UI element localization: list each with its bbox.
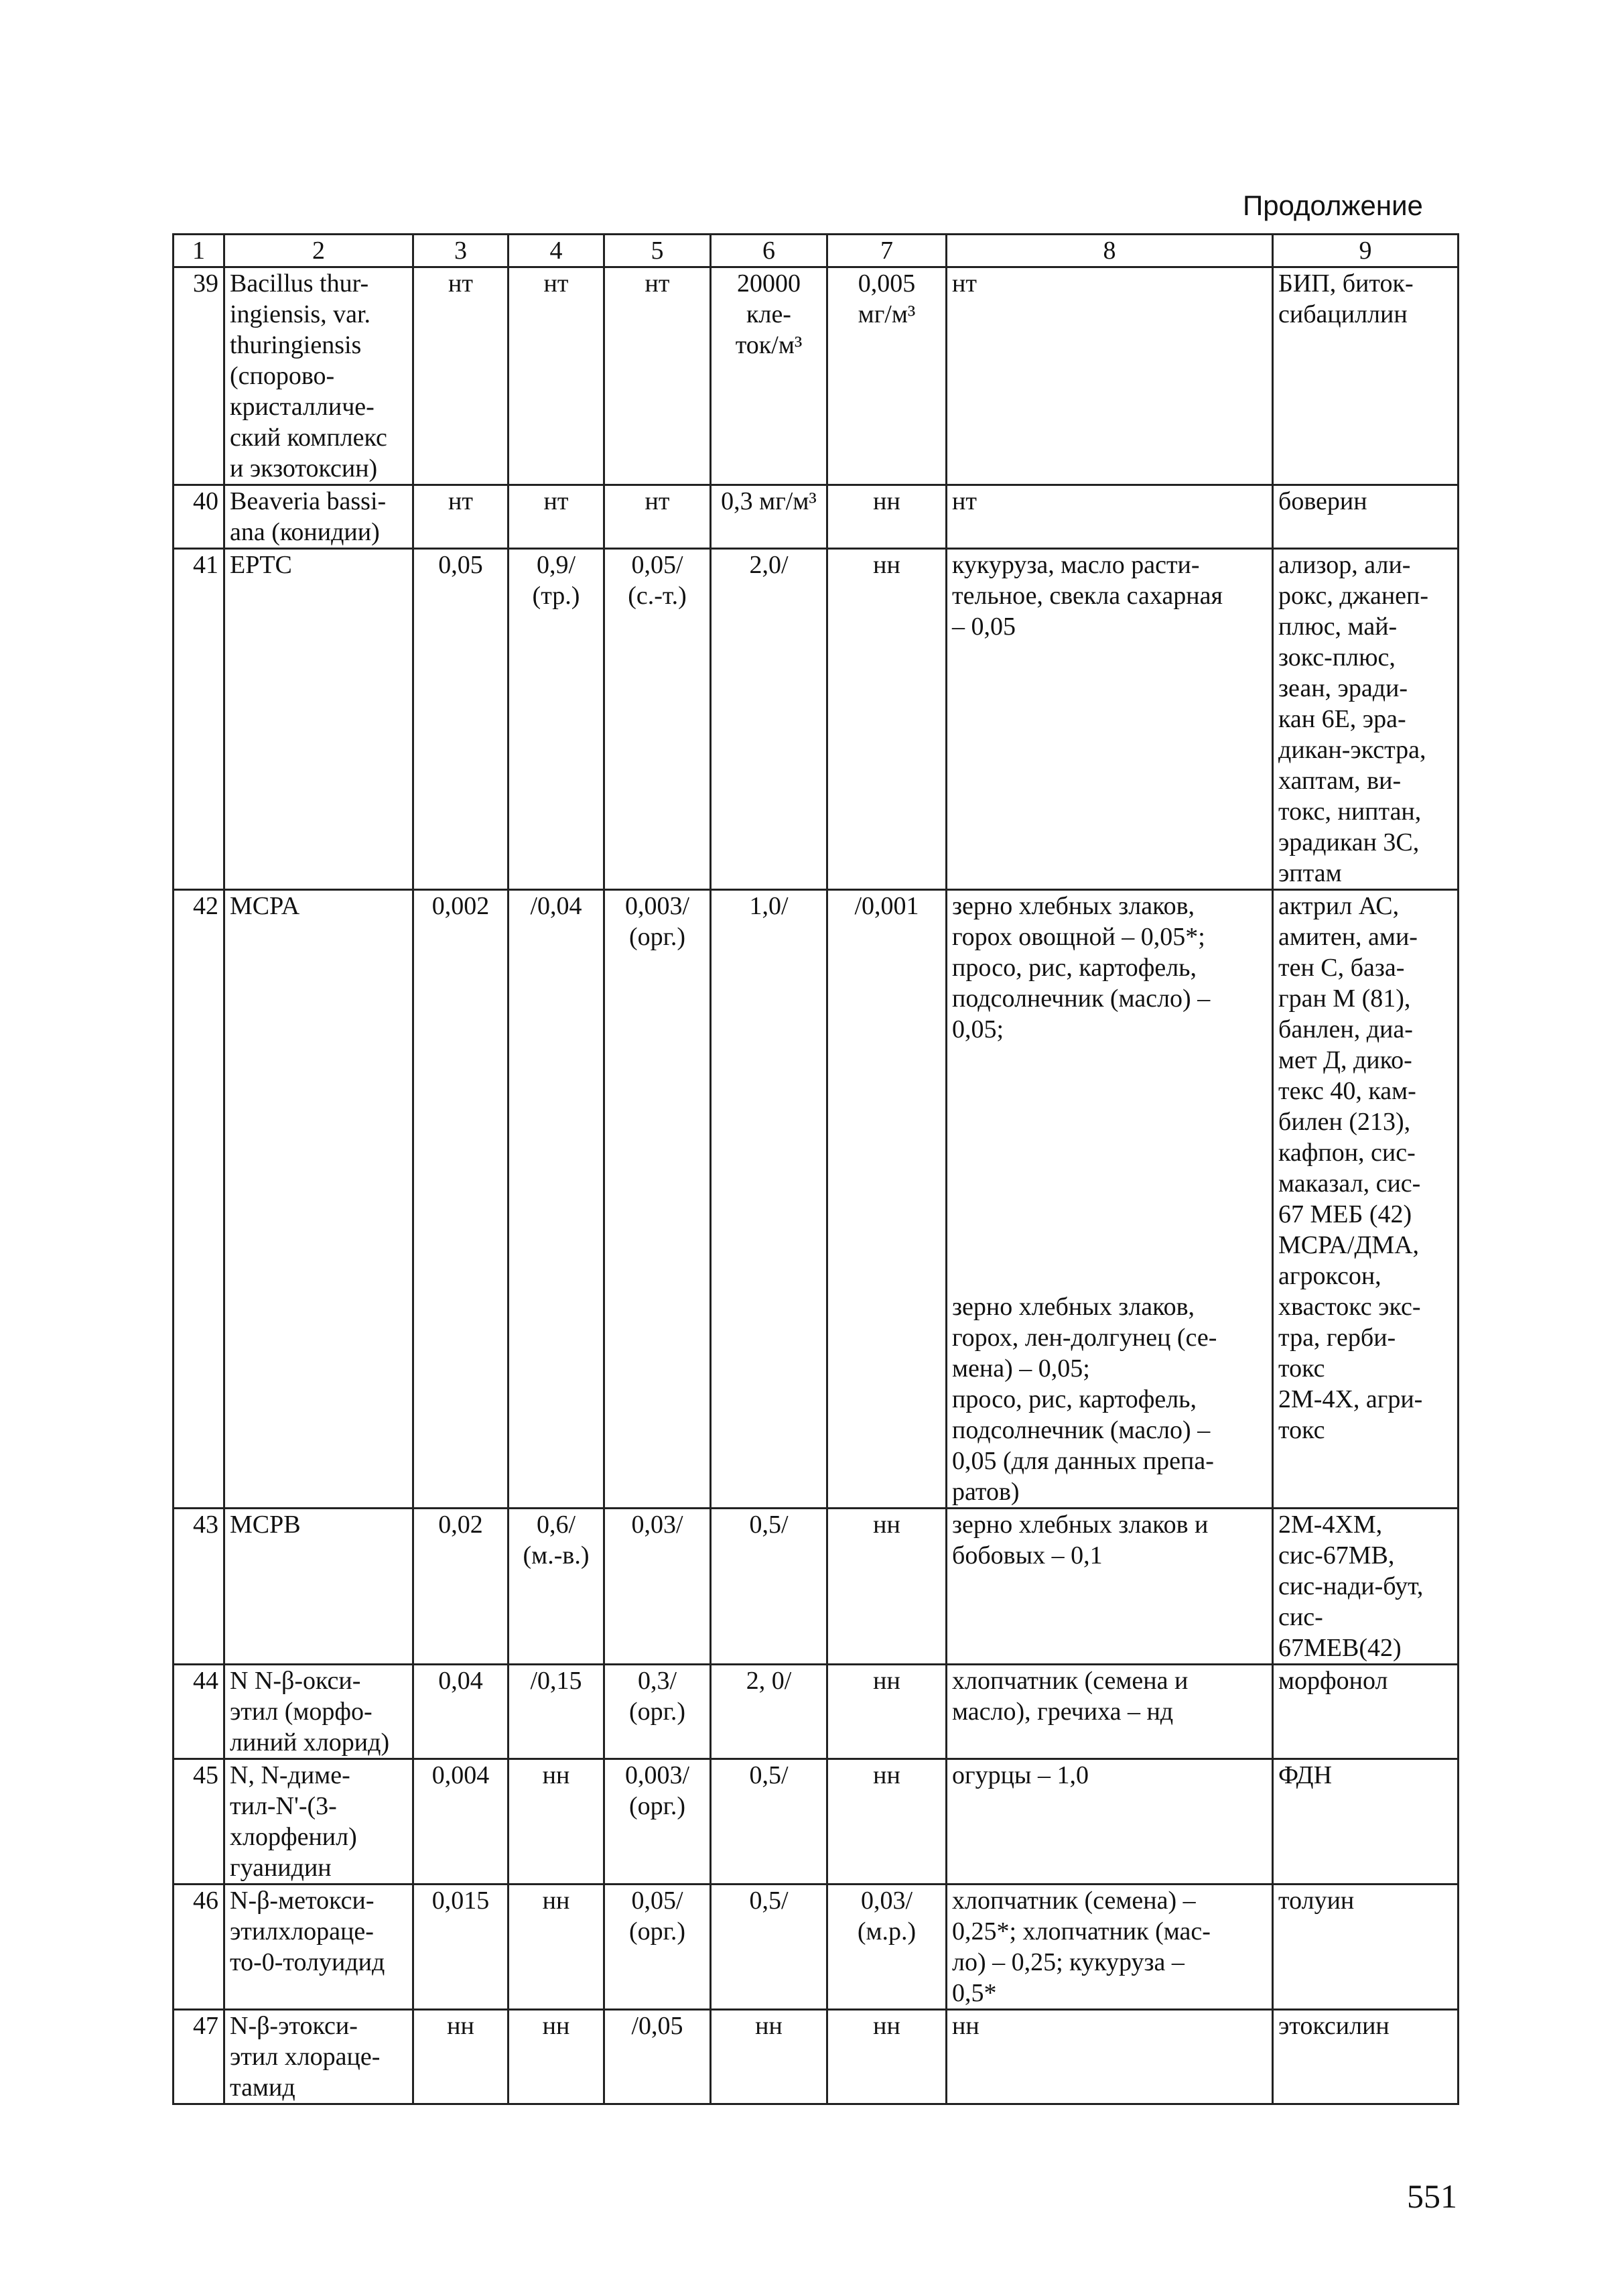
- column-number: 1: [174, 235, 224, 267]
- cell-line: мена) – 0,05;: [952, 1354, 1090, 1383]
- crops-cell: [947, 2010, 1273, 2104]
- column-number-row: [174, 235, 1459, 267]
- table-row: [174, 890, 1459, 1509]
- cell-line: MCPB: [230, 1511, 301, 1539]
- crops-cell: [947, 1885, 1273, 2010]
- col5-cell: [604, 485, 711, 549]
- row-number-cell: 44: [174, 1665, 224, 1759]
- cell-line: линий хлорид): [230, 1728, 390, 1757]
- cell-line: ратов): [952, 1478, 1020, 1506]
- cell-line: горох овощной – 0,05*;: [952, 923, 1205, 951]
- cell-line: 0,04: [438, 1667, 483, 1695]
- cell-line: thuringiensis: [230, 331, 362, 359]
- cell-line: (с.-т.): [628, 582, 687, 610]
- preparations-cell: [1273, 1759, 1459, 1885]
- row-number-cell: 40: [174, 485, 224, 549]
- cell-line: N, N-диме-: [230, 1761, 350, 1789]
- cell-line: (орг.): [628, 1698, 686, 1726]
- cell-line: токс: [1278, 1354, 1325, 1383]
- crops-cell: [947, 1509, 1273, 1665]
- cell-line: и экзотоксин): [230, 454, 378, 483]
- col3-cell: [413, 1759, 509, 1885]
- col6-cell: [711, 1509, 827, 1665]
- cell-line: МСРА/ДМА,: [1278, 1231, 1420, 1259]
- cell-line: 0,003/: [624, 892, 690, 920]
- cell-line: агроксон,: [1278, 1262, 1381, 1290]
- cell-line: рокс, джанеп-: [1278, 582, 1429, 610]
- col6-cell: [711, 485, 827, 549]
- cell-line: подсолнечник (масло) –: [952, 984, 1211, 1013]
- cell-line: хлорфенил): [230, 1823, 357, 1851]
- cell-line: 0,03/: [631, 1511, 683, 1539]
- cell-line: гран М (81),: [1278, 984, 1411, 1013]
- crops-cell: [947, 485, 1273, 549]
- col3-cell: [413, 2010, 509, 2104]
- cell-line: билен (213),: [1278, 1108, 1411, 1136]
- cell-line: EPTC: [230, 551, 292, 579]
- cell-line: дикан-экстра,: [1278, 736, 1426, 764]
- cell-line: 0,02: [438, 1511, 483, 1539]
- col4-cell: [509, 549, 604, 890]
- cell-line: огурцы – 1,0: [952, 1761, 1089, 1789]
- row-number-cell: 46: [174, 1885, 224, 2010]
- cell-line: хаптам, ви-: [1278, 767, 1402, 795]
- preparations-cell: [1273, 2010, 1459, 2104]
- row-number-cell: 43: [174, 1509, 224, 1665]
- cell-line: 0,005: [858, 269, 916, 298]
- row-number-cell: 45: [174, 1759, 224, 1885]
- column-number: 4: [509, 235, 604, 267]
- substance-name-cell: [224, 549, 413, 890]
- cell-line: нн: [542, 2012, 570, 2040]
- cell-line: БИП, биток-: [1278, 269, 1414, 298]
- col7-cell: [827, 1885, 947, 2010]
- col7-cell: [827, 267, 947, 485]
- cell-line: 2М-4ХМ,: [1278, 1511, 1383, 1539]
- cell-line: нт: [448, 487, 473, 515]
- cell-line: банлен, диа-: [1278, 1015, 1413, 1043]
- spacer: [952, 1045, 1267, 1291]
- cell-line: нт: [543, 269, 569, 298]
- crops-cell: [947, 267, 1273, 485]
- col4-cell: [509, 1509, 604, 1665]
- cell-line: нт: [952, 487, 977, 515]
- cell-line: 0,05: [438, 551, 483, 579]
- crops-cell: [947, 1759, 1273, 1885]
- cell-line: то-0-толуидид: [230, 1948, 385, 1976]
- cell-line: N-β-метокси-: [230, 1887, 375, 1915]
- cell-line: 2, 0/: [746, 1667, 792, 1695]
- col7-cell: [827, 1759, 947, 1885]
- cell-line: (орг.): [628, 1917, 686, 1946]
- cell-line: морфонол: [1278, 1667, 1388, 1695]
- cell-line: 0,3 мг/м³: [721, 487, 817, 515]
- column-number: 6: [711, 235, 827, 267]
- cell-line: нн: [873, 551, 900, 579]
- cell-line: 0,5/: [749, 1511, 789, 1539]
- cell-line: нт: [448, 269, 473, 298]
- cell-line: амитен, ами-: [1278, 923, 1418, 951]
- cell-line: тра, герби-: [1278, 1324, 1396, 1352]
- col4-cell: [509, 485, 604, 549]
- cell-line: 67 МЕБ (42): [1278, 1200, 1412, 1228]
- substance-name-cell: [224, 1885, 413, 2010]
- cell-line: хвастокс экс-: [1278, 1293, 1421, 1321]
- substance-name-cell: [224, 485, 413, 549]
- cell-line: /0,15: [530, 1667, 582, 1695]
- cell-line: 0,5/: [749, 1887, 789, 1915]
- cell-line: бобовых – 0,1: [952, 1541, 1103, 1570]
- cell-line: 0,05 (для данных препа-: [952, 1447, 1214, 1475]
- col4-cell: [509, 890, 604, 1509]
- cell-line: ский комплекс: [230, 424, 387, 452]
- cell-line: мг/м³: [858, 300, 916, 328]
- col7-cell: [827, 549, 947, 890]
- col3-cell: [413, 1885, 509, 2010]
- table-row: [174, 485, 1459, 549]
- cell-line: 2М-4Х, агри-: [1278, 1385, 1423, 1413]
- cell-line: (м.-в.): [523, 1541, 590, 1570]
- cell-line: (спорово-: [230, 362, 335, 390]
- col3-cell: [413, 267, 509, 485]
- cell-line: 0,25*; хлопчатник (мас-: [952, 1917, 1211, 1946]
- data-table: [172, 233, 1459, 2105]
- col4-cell: [509, 1885, 604, 2010]
- table-row: [174, 267, 1459, 485]
- cell-line: кле-: [746, 300, 791, 328]
- cell-line: 0,05;: [952, 1015, 1004, 1043]
- col7-cell: [827, 485, 947, 549]
- col5-cell: [604, 549, 711, 890]
- cell-line: толуин: [1278, 1887, 1355, 1915]
- cell-line: 0,9/: [536, 551, 576, 579]
- table-row: [174, 1759, 1459, 1885]
- cell-line: мет Д, дико-: [1278, 1046, 1412, 1074]
- col7-cell: [827, 2010, 947, 2104]
- cell-line: тил-N'-(3-: [230, 1792, 337, 1820]
- cell-line: этоксилин: [1278, 2012, 1390, 2040]
- col3-cell: [413, 549, 509, 890]
- table-row: [174, 1665, 1459, 1759]
- column-number: 5: [604, 235, 711, 267]
- cell-line: ток/м³: [735, 331, 803, 359]
- preparations-cell: [1273, 890, 1459, 1509]
- cell-line: нн: [542, 1887, 570, 1915]
- cell-line: (м.р.): [857, 1917, 917, 1946]
- crops-cell: [947, 1665, 1273, 1759]
- cell-line: токс: [1278, 1416, 1325, 1444]
- cell-line: эрадикан 3С,: [1278, 828, 1420, 856]
- cell-line: нн: [873, 1511, 900, 1539]
- cell-line: эптам: [1278, 859, 1342, 887]
- cell-line: нн: [873, 2012, 900, 2040]
- cell-line: зеан, эради-: [1278, 674, 1408, 702]
- cell-line: 2,0/: [749, 551, 789, 579]
- col7-cell: [827, 1665, 947, 1759]
- col6-cell: [711, 1885, 827, 2010]
- cell-line: просо, рис, картофель,: [952, 954, 1197, 982]
- col5-cell: [604, 1665, 711, 1759]
- cell-line: кан 6Е, эра-: [1278, 705, 1406, 733]
- row-number-cell: 39: [174, 267, 224, 485]
- col4-cell: [509, 2010, 604, 2104]
- column-number: 9: [1273, 235, 1459, 267]
- col7-cell: [827, 1509, 947, 1665]
- cell-line: /0,001: [854, 892, 919, 920]
- table-row: [174, 1509, 1459, 1665]
- cell-line: ло) – 0,25; кукуруза –: [952, 1948, 1185, 1976]
- col3-cell: [413, 1665, 509, 1759]
- col4-cell: [509, 1665, 604, 1759]
- cell-line: (орг.): [628, 1792, 686, 1820]
- cell-line: нн: [542, 1761, 570, 1789]
- cell-line: нн: [755, 2012, 783, 2040]
- column-number: 8: [947, 235, 1273, 267]
- cell-line: N-β-этокси-: [230, 2012, 358, 2040]
- cell-line: 20000: [737, 269, 801, 298]
- cell-line: 0,002: [431, 892, 490, 920]
- cell-line: ализор, али-: [1278, 551, 1411, 579]
- cell-line: ana (конидии): [230, 518, 380, 546]
- cell-line: сис-: [1278, 1603, 1323, 1631]
- cell-line: ingiensis, var.: [230, 300, 371, 328]
- preparations-cell: [1273, 1509, 1459, 1665]
- crops-cell: [947, 890, 1273, 1509]
- col6-cell: [711, 2010, 827, 2104]
- table-row: [174, 549, 1459, 890]
- col7-cell: [827, 890, 947, 1509]
- table-body: [174, 235, 1459, 2104]
- col5-cell: [604, 890, 711, 1509]
- col6-cell: [711, 1759, 827, 1885]
- cell-line: этил (морфо-: [230, 1698, 373, 1726]
- col6-cell: [711, 890, 827, 1509]
- col6-cell: [711, 1665, 827, 1759]
- cell-line: зерно хлебных злаков и: [952, 1511, 1209, 1539]
- cell-line: сис-нади-бут,: [1278, 1572, 1424, 1600]
- cell-line: 0,05/: [631, 551, 683, 579]
- cell-line: плюс, май-: [1278, 613, 1398, 641]
- cell-line: 0,004: [431, 1761, 490, 1789]
- substance-name-cell: [224, 890, 413, 1509]
- cell-line: актрил АС,: [1278, 892, 1400, 920]
- cell-line: тельное, свекла сахарная: [952, 582, 1223, 610]
- cell-line: нн: [952, 2012, 979, 2040]
- cell-line: ФДН: [1278, 1761, 1333, 1789]
- cell-line: Bacillus thur-: [230, 269, 369, 298]
- substance-name-cell: [224, 267, 413, 485]
- preparations-cell: [1273, 549, 1459, 890]
- cell-line: кукуруза, масло расти-: [952, 551, 1200, 579]
- substance-name-cell: [224, 2010, 413, 2104]
- col4-cell: [509, 1759, 604, 1885]
- cell-line: сибациллин: [1278, 300, 1408, 328]
- col3-cell: [413, 1509, 509, 1665]
- cell-line: 67МЕВ(42): [1278, 1634, 1402, 1662]
- col4-cell: [509, 267, 604, 485]
- cell-line: 0,003/: [624, 1761, 690, 1789]
- substance-name-cell: [224, 1665, 413, 1759]
- preparations-cell: [1273, 1665, 1459, 1759]
- cell-line: 0,5*: [952, 1979, 997, 2007]
- cell-line: 0,015: [431, 1887, 490, 1915]
- table-row: [174, 1885, 1459, 2010]
- cell-line: нн: [873, 1667, 900, 1695]
- cell-line: хлопчатник (семена) –: [952, 1887, 1196, 1915]
- cell-line: (орг.): [628, 923, 686, 951]
- cell-line: /0,04: [530, 892, 582, 920]
- cell-line: 0,5/: [749, 1761, 789, 1789]
- cell-line: кафпон, сис-: [1278, 1139, 1416, 1167]
- col6-cell: [711, 267, 827, 485]
- col5-cell: [604, 1759, 711, 1885]
- column-number: 7: [827, 235, 947, 267]
- col3-cell: [413, 890, 509, 1509]
- cell-line: тамид: [230, 2074, 295, 2102]
- cell-line: маказал, сис-: [1278, 1169, 1421, 1198]
- cell-line: горох, лен-долгунец (се-: [952, 1324, 1217, 1352]
- table-row: [174, 2010, 1459, 2104]
- cell-line: нт: [645, 269, 670, 298]
- row-number-cell: 42: [174, 890, 224, 1509]
- col5-cell: [604, 267, 711, 485]
- cell-line: 0,3/: [637, 1667, 677, 1695]
- cell-line: (тр.): [532, 582, 580, 610]
- preparations-cell: [1273, 1885, 1459, 2010]
- column-number: 2: [224, 235, 413, 267]
- cell-line: подсолнечник (масло) –: [952, 1416, 1211, 1444]
- table-continuation-caption: Продолжение: [1243, 190, 1423, 221]
- cell-line: 1,0/: [749, 892, 789, 920]
- cell-line: этилхлораце-: [230, 1917, 374, 1946]
- cell-line: Beaveria bassi-: [230, 487, 387, 515]
- cell-line: MCPA: [230, 892, 300, 920]
- cell-line: текс 40, кам-: [1278, 1077, 1416, 1105]
- cell-line: этил хлораце-: [230, 2043, 381, 2071]
- cell-line: N N-β-окси-: [230, 1667, 361, 1695]
- row-number-cell: 47: [174, 2010, 224, 2104]
- cell-line: кристалличе-: [230, 393, 375, 421]
- cell-line: нт: [645, 487, 670, 515]
- cell-line: просо, рис, картофель,: [952, 1385, 1197, 1413]
- col5-cell: [604, 2010, 711, 2104]
- cell-line: – 0,05: [952, 613, 1016, 641]
- cell-line: нт: [543, 487, 569, 515]
- cell-line: масло), гречиха – нд: [952, 1698, 1174, 1726]
- cell-line: 0,05/: [631, 1887, 683, 1915]
- cell-line: нн: [873, 1761, 900, 1789]
- cell-line: хлопчатник (семена и: [952, 1667, 1189, 1695]
- cell-line: боверин: [1278, 487, 1367, 515]
- cell-line: тен С, база-: [1278, 954, 1405, 982]
- cell-line: зокс-плюс,: [1278, 643, 1396, 672]
- cell-line: 0,03/: [860, 1887, 913, 1915]
- cell-line: нн: [447, 2012, 474, 2040]
- cell-line: токс, ниптан,: [1278, 798, 1422, 826]
- col6-cell: [711, 549, 827, 890]
- crops-cell: [947, 549, 1273, 890]
- cell-line: нн: [873, 487, 900, 515]
- cell-line: зерно хлебных злаков,: [952, 892, 1195, 920]
- row-number-cell: 41: [174, 549, 224, 890]
- preparations-cell: [1273, 485, 1459, 549]
- cell-line: сис-67МВ,: [1278, 1541, 1395, 1570]
- cell-line: гуанидин: [230, 1854, 332, 1882]
- substance-name-cell: [224, 1509, 413, 1665]
- col5-cell: [604, 1509, 711, 1665]
- cell-line: зерно хлебных злаков,: [952, 1293, 1195, 1321]
- cell-line: нт: [952, 269, 977, 298]
- cell-line: /0,05: [631, 2012, 683, 2040]
- column-number: 3: [413, 235, 509, 267]
- cell-line: 0,6/: [536, 1511, 576, 1539]
- col5-cell: [604, 1885, 711, 2010]
- substance-name-cell: [224, 1759, 413, 1885]
- page-number: 551: [1407, 2177, 1457, 2215]
- preparations-cell: [1273, 267, 1459, 485]
- col3-cell: [413, 485, 509, 549]
